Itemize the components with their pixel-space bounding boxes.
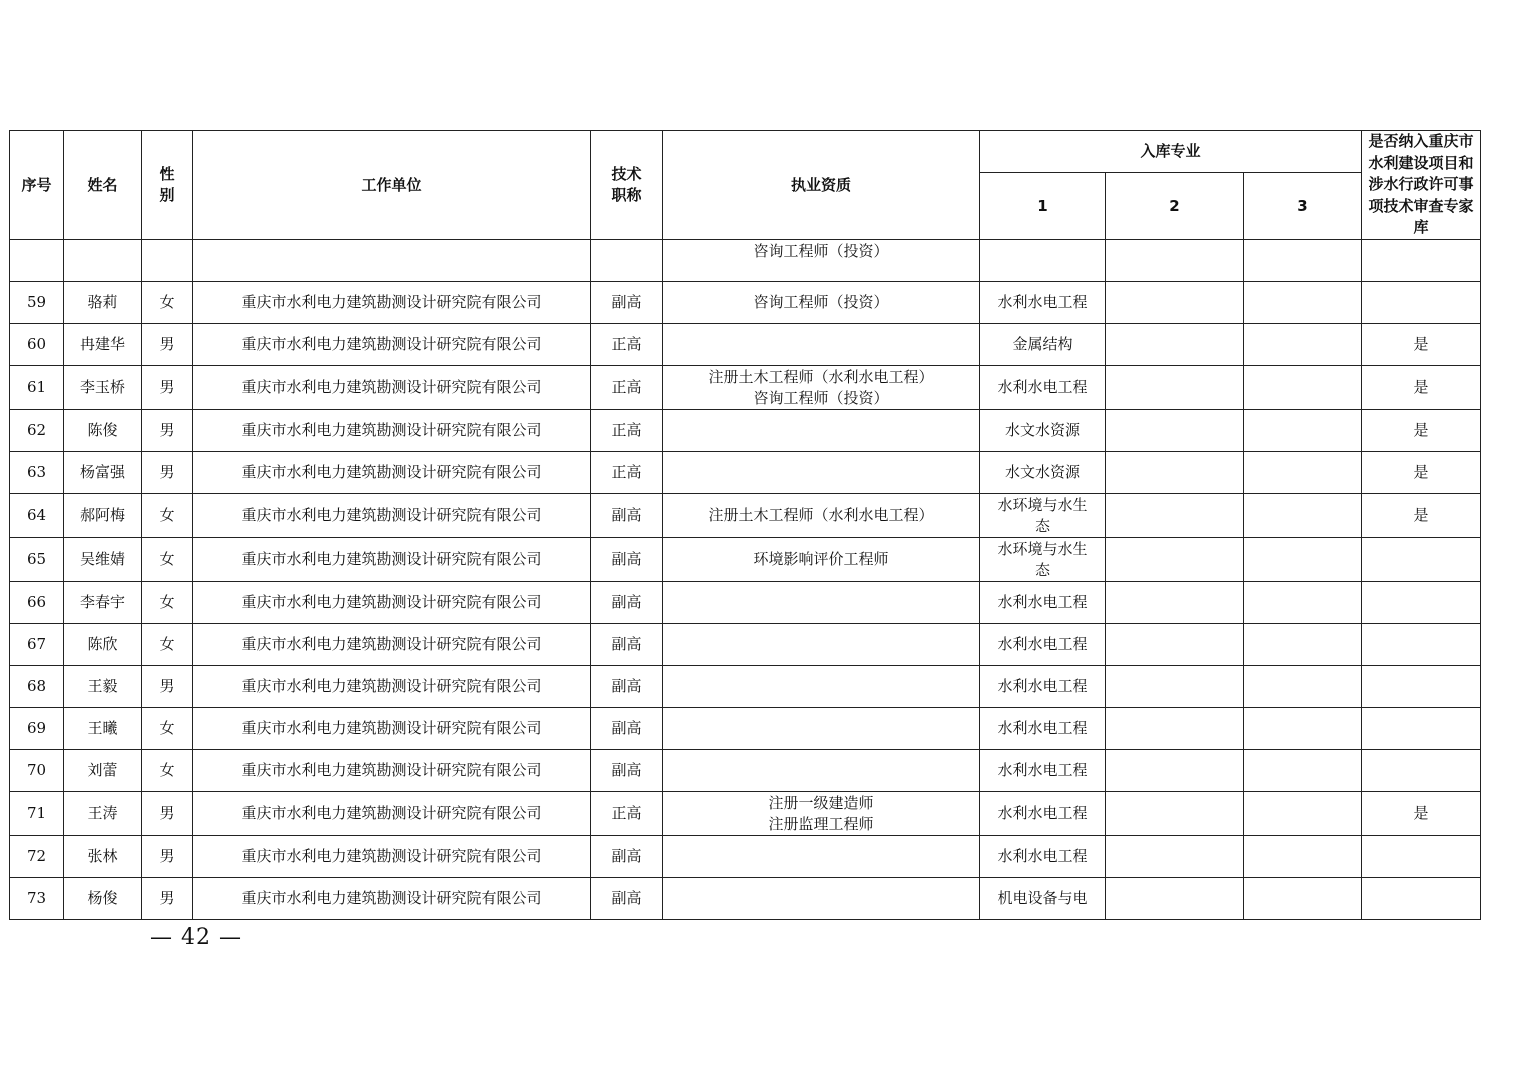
cell-unit: 重庆市水利电力建筑勘测设计研究院有限公司 xyxy=(193,324,591,366)
cell-qualification xyxy=(663,878,980,920)
cell-seq: 62 xyxy=(10,410,64,452)
cell-unit: 重庆市水利电力建筑勘测设计研究院有限公司 xyxy=(193,750,591,792)
cell-gender: 女 xyxy=(142,538,193,582)
table-row xyxy=(10,282,1481,324)
cell-gender: 男 xyxy=(142,836,193,878)
header-gender xyxy=(142,131,193,240)
table-row xyxy=(10,708,1481,750)
cell-qualification xyxy=(663,836,980,878)
cell-pool xyxy=(1362,750,1481,792)
cell-qualification xyxy=(663,452,980,494)
cell-spec-3 xyxy=(1244,582,1362,624)
table-row xyxy=(10,878,1481,920)
table-row-continued xyxy=(10,240,1481,282)
cell-spec-3 xyxy=(1244,494,1362,538)
header-spec-3: 3 xyxy=(1244,173,1362,240)
cell-title: 副高 xyxy=(591,494,663,538)
cell-title: 正高 xyxy=(591,452,663,494)
cell-title: 正高 xyxy=(591,324,663,366)
table-row xyxy=(10,836,1481,878)
cell-seq: 65 xyxy=(10,538,64,582)
cell-pool xyxy=(1362,624,1481,666)
cell-spec-3 xyxy=(1244,538,1362,582)
table-body xyxy=(10,240,1481,920)
cell-seq: 63 xyxy=(10,452,64,494)
cell-gender xyxy=(142,240,193,282)
cell-pool: 是 xyxy=(1362,452,1481,494)
cell-pool xyxy=(1362,836,1481,878)
table-row xyxy=(10,750,1481,792)
cell-gender: 女 xyxy=(142,708,193,750)
cell-spec-2 xyxy=(1106,240,1244,282)
cell-spec-1: 水环境与水生 态 xyxy=(980,538,1106,582)
cell-name: 陈俊 xyxy=(64,410,142,452)
cell-spec-3 xyxy=(1244,452,1362,494)
cell-unit xyxy=(193,240,591,282)
cell-spec-1: 机电设备与电 xyxy=(980,878,1106,920)
table-row xyxy=(10,366,1481,410)
cell-spec-3 xyxy=(1244,366,1362,410)
cell-name: 郝阿梅 xyxy=(64,494,142,538)
cell-spec-2 xyxy=(1106,324,1244,366)
cell-unit: 重庆市水利电力建筑勘测设计研究院有限公司 xyxy=(193,582,591,624)
cell-name: 李春宇 xyxy=(64,582,142,624)
cell-spec-2 xyxy=(1106,666,1244,708)
cell-qualification: 注册土木工程师（水利水电工程） 咨询工程师（投资） xyxy=(663,366,980,410)
cell-qualification: 注册土木工程师（水利水电工程） xyxy=(663,494,980,538)
header-gender-text: 性别 xyxy=(159,165,175,204)
cell-qualification xyxy=(663,750,980,792)
table-row xyxy=(10,582,1481,624)
cell-spec-3 xyxy=(1244,836,1362,878)
cell-spec-2 xyxy=(1106,582,1244,624)
table-row xyxy=(10,792,1481,836)
cell-name: 杨富强 xyxy=(64,452,142,494)
cell-spec-2 xyxy=(1106,792,1244,836)
cell-qualification xyxy=(663,410,980,452)
cell-name: 王曦 xyxy=(64,708,142,750)
cell-seq: 61 xyxy=(10,366,64,410)
cell-spec-1: 水利水电工程 xyxy=(980,836,1106,878)
table-header xyxy=(10,131,1481,240)
cell-pool xyxy=(1362,878,1481,920)
cell-title: 正高 xyxy=(591,410,663,452)
cell-title: 副高 xyxy=(591,582,663,624)
cell-spec-3 xyxy=(1244,708,1362,750)
header-spec-1: 1 xyxy=(980,173,1106,240)
cell-name: 冉建华 xyxy=(64,324,142,366)
cell-gender: 女 xyxy=(142,282,193,324)
header-name: 姓名 xyxy=(64,131,142,240)
cell-pool: 是 xyxy=(1362,494,1481,538)
cell-unit: 重庆市水利电力建筑勘测设计研究院有限公司 xyxy=(193,410,591,452)
cell-name: 王毅 xyxy=(64,666,142,708)
cell-spec-1: 水文水资源 xyxy=(980,410,1106,452)
cell-seq: 64 xyxy=(10,494,64,538)
cell-seq: 73 xyxy=(10,878,64,920)
header-seq: 序号 xyxy=(10,131,64,240)
cell-title: 副高 xyxy=(591,282,663,324)
cell-qualification xyxy=(663,708,980,750)
cell-name: 刘蕾 xyxy=(64,750,142,792)
cell-unit: 重庆市水利电力建筑勘测设计研究院有限公司 xyxy=(193,366,591,410)
cell-spec-2 xyxy=(1106,624,1244,666)
cell-title: 副高 xyxy=(591,538,663,582)
cell-gender: 男 xyxy=(142,792,193,836)
cell-pool xyxy=(1362,666,1481,708)
cell-pool xyxy=(1362,708,1481,750)
cell-spec-3 xyxy=(1244,282,1362,324)
cell-unit: 重庆市水利电力建筑勘测设计研究院有限公司 xyxy=(193,666,591,708)
cell-spec-1: 水利水电工程 xyxy=(980,366,1106,410)
cell-qualification xyxy=(663,324,980,366)
cell-name: 吴维婧 xyxy=(64,538,142,582)
cell-gender: 男 xyxy=(142,878,193,920)
cell-title: 副高 xyxy=(591,708,663,750)
header-work-unit: 工作单位 xyxy=(193,131,591,240)
cell-name: 张林 xyxy=(64,836,142,878)
header-spec-2: 2 xyxy=(1106,173,1244,240)
cell-pool xyxy=(1362,282,1481,324)
cell-spec-2 xyxy=(1106,708,1244,750)
cell-spec-3 xyxy=(1244,666,1362,708)
cell-spec-2 xyxy=(1106,538,1244,582)
cell-unit: 重庆市水利电力建筑勘测设计研究院有限公司 xyxy=(193,538,591,582)
cell-spec-2 xyxy=(1106,282,1244,324)
cell-gender: 女 xyxy=(142,494,193,538)
header-tech-title xyxy=(591,131,663,240)
cell-spec-1: 水利水电工程 xyxy=(980,792,1106,836)
cell-spec-1 xyxy=(980,240,1106,282)
table-row xyxy=(10,324,1481,366)
cell-unit: 重庆市水利电力建筑勘测设计研究院有限公司 xyxy=(193,878,591,920)
cell-gender: 男 xyxy=(142,452,193,494)
header-expert-pool: 是否纳入重庆市水利建设项目和涉水行政许可事项技术审查专家库 xyxy=(1362,131,1481,240)
cell-spec-3 xyxy=(1244,324,1362,366)
table-row xyxy=(10,666,1481,708)
cell-unit: 重庆市水利电力建筑勘测设计研究院有限公司 xyxy=(193,494,591,538)
cell-seq: 60 xyxy=(10,324,64,366)
cell-unit: 重庆市水利电力建筑勘测设计研究院有限公司 xyxy=(193,836,591,878)
cell-seq: 71 xyxy=(10,792,64,836)
cell-title: 副高 xyxy=(591,624,663,666)
cell-spec-3 xyxy=(1244,624,1362,666)
cell-gender: 男 xyxy=(142,366,193,410)
cell-spec-2 xyxy=(1106,366,1244,410)
cell-spec-2 xyxy=(1106,836,1244,878)
cell-unit: 重庆市水利电力建筑勘测设计研究院有限公司 xyxy=(193,282,591,324)
cell-title: 副高 xyxy=(591,666,663,708)
cell-spec-1: 水利水电工程 xyxy=(980,666,1106,708)
cell-name: 陈欣 xyxy=(64,624,142,666)
cell-seq: 68 xyxy=(10,666,64,708)
table-row xyxy=(10,494,1481,538)
cell-seq xyxy=(10,240,64,282)
cell-qualification: 注册一级建造师 注册监理工程师 xyxy=(663,792,980,836)
cell-spec-1: 水利水电工程 xyxy=(980,708,1106,750)
cell-qualification xyxy=(663,624,980,666)
cell-gender: 女 xyxy=(142,750,193,792)
table-row xyxy=(10,624,1481,666)
cell-pool: 是 xyxy=(1362,366,1481,410)
cell-spec-2 xyxy=(1106,452,1244,494)
cell-gender: 女 xyxy=(142,582,193,624)
cell-unit: 重庆市水利电力建筑勘测设计研究院有限公司 xyxy=(193,624,591,666)
page-number: — 42 — xyxy=(150,925,242,950)
cell-title xyxy=(591,240,663,282)
cell-gender: 女 xyxy=(142,624,193,666)
cell-name xyxy=(64,240,142,282)
cell-pool xyxy=(1362,582,1481,624)
cell-qualification: 环境影响评价工程师 xyxy=(663,538,980,582)
cell-spec-1: 水文水资源 xyxy=(980,452,1106,494)
cell-pool xyxy=(1362,538,1481,582)
cell-gender: 男 xyxy=(142,410,193,452)
cell-name: 杨俊 xyxy=(64,878,142,920)
cell-name: 李玉桥 xyxy=(64,366,142,410)
cell-spec-2 xyxy=(1106,878,1244,920)
cell-seq: 66 xyxy=(10,582,64,624)
cell-unit: 重庆市水利电力建筑勘测设计研究院有限公司 xyxy=(193,792,591,836)
cell-spec-1: 水利水电工程 xyxy=(980,582,1106,624)
cell-spec-1: 水利水电工程 xyxy=(980,624,1106,666)
cell-spec-3 xyxy=(1244,240,1362,282)
cell-spec-3 xyxy=(1244,792,1362,836)
cell-spec-2 xyxy=(1106,410,1244,452)
cell-spec-1: 水环境与水生 态 xyxy=(980,494,1106,538)
cell-title: 正高 xyxy=(591,792,663,836)
cell-spec-3 xyxy=(1244,878,1362,920)
table-row xyxy=(10,410,1481,452)
cell-qualification xyxy=(663,582,980,624)
cell-pool: 是 xyxy=(1362,792,1481,836)
header-tech-title-text: 技术职称 xyxy=(611,165,642,204)
header-specialty-group: 入库专业 xyxy=(980,131,1362,173)
cell-spec-1: 水利水电工程 xyxy=(980,282,1106,324)
cell-spec-2 xyxy=(1106,494,1244,538)
cell-pool: 是 xyxy=(1362,324,1481,366)
cell-gender: 男 xyxy=(142,666,193,708)
cell-seq: 72 xyxy=(10,836,64,878)
cell-title: 副高 xyxy=(591,750,663,792)
cell-qualification xyxy=(663,666,980,708)
cell-title: 副高 xyxy=(591,878,663,920)
cell-seq: 70 xyxy=(10,750,64,792)
cell-pool: 是 xyxy=(1362,410,1481,452)
cell-qualification: 咨询工程师（投资） xyxy=(663,282,980,324)
cell-gender: 男 xyxy=(142,324,193,366)
cell-title: 副高 xyxy=(591,836,663,878)
cell-spec-3 xyxy=(1244,410,1362,452)
table-row xyxy=(10,452,1481,494)
cell-unit: 重庆市水利电力建筑勘测设计研究院有限公司 xyxy=(193,452,591,494)
cell-spec-1: 水利水电工程 xyxy=(980,750,1106,792)
cell-name: 骆莉 xyxy=(64,282,142,324)
expert-list-table xyxy=(9,130,1481,920)
cell-seq: 69 xyxy=(10,708,64,750)
cell-spec-2 xyxy=(1106,750,1244,792)
cell-seq: 59 xyxy=(10,282,64,324)
header-qualification: 执业资质 xyxy=(663,131,980,240)
cell-spec-3 xyxy=(1244,750,1362,792)
table-row xyxy=(10,538,1481,582)
cell-seq: 67 xyxy=(10,624,64,666)
cell-pool xyxy=(1362,240,1481,282)
cell-spec-1: 金属结构 xyxy=(980,324,1106,366)
cell-unit: 重庆市水利电力建筑勘测设计研究院有限公司 xyxy=(193,708,591,750)
cell-qualification: 咨询工程师（投资） xyxy=(663,240,980,282)
cell-title: 正高 xyxy=(591,366,663,410)
cell-name: 王涛 xyxy=(64,792,142,836)
